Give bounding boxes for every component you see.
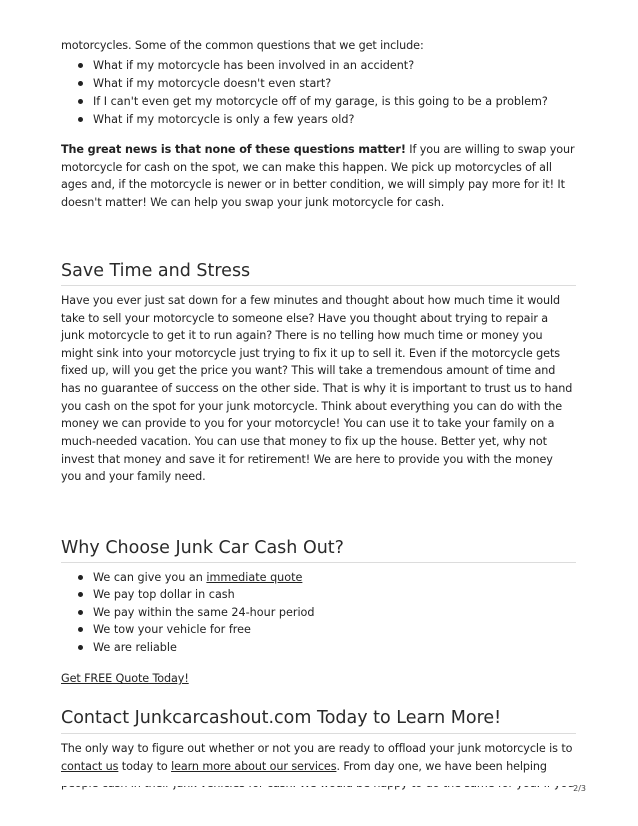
bold-statement: The great news is that none of these questions matter! [61,143,406,156]
paragraph-line: you and your family need. [61,470,206,483]
bullet-icon [78,63,83,68]
paragraph-line: might sink into your motorcycle just trying to fix it up to sell it. Even if the motorcycle gets [61,347,560,360]
list-item-text: We tow your vehicle for free [93,623,251,636]
list-item-text: We pay within the same 24-hour period [93,606,315,619]
paragraph-text: . From day one, we have been helping [336,760,547,773]
list-item-text: We pay top dollar in cash [93,588,235,601]
paragraph-line: The only way to figure out whether or not you are ready to offload your junk motorcycle is to [61,742,573,755]
bullet-icon [78,81,83,86]
bullet-icon [78,99,83,104]
paragraph-line: money we can provide to you for your motorcycle! You can use it to take your family on a [61,417,555,430]
paragraph-line: you cash on the spot for your junk motorcycle. Think about everything you can do with the [61,400,563,413]
heading-divider [61,733,576,734]
paragraph-line: junk motorcycle to get it to run again? There is no telling how much time or money you [61,329,543,342]
paragraph-text: today to [118,760,172,773]
paragraph-line: Have you ever just sat down for a few minutes and thought about how much time it would [61,294,561,307]
list-item-text: What if my motorcycle is only a few years old? [93,113,355,126]
top-crop [0,0,638,41]
list-item-text: If I can't even get my motorcycle off of my garage, is this going to be a problem? [93,95,548,108]
list-item-text [93,570,302,585]
bullet-icon [78,117,83,122]
paragraph-line: fixed up, will you get the price you want? This will take a tremendous amount of time and [61,364,556,377]
bullet-icon [78,592,83,597]
list-item-text: What if my motorcycle has been involved in an accident? [93,59,415,72]
paragraph-line: has no guarantee of success on the other side. That is why it is important to trust us to hand [61,382,573,395]
contact-us-link[interactable]: contact us [61,760,119,773]
heading-divider [61,285,576,286]
paragraph-line: take to sell your motorcycle to someone else? Have you thought about trying to repair a [61,312,549,325]
learn-more-services-link[interactable]: learn more about our services [171,760,337,773]
paragraph-line: ages and, if the motorcycle is newer or in better condition, we will simply pay more for it! It [61,178,565,191]
paragraph-line: much-needed vacation. You can use that money to fix up the house. Better yet, why not [61,435,547,448]
intro-line: motorcycles. Some of the common questions that we get include: [61,39,424,52]
paragraph-line: invest that money and save it for retirement! We are here to provide you with the money [61,453,553,466]
paragraph-line [61,759,547,774]
paragraph-line: doesn't matter! We can help you swap your junk motorcycle for cash. [61,196,445,209]
heading-divider [61,562,576,563]
paragraph-line: motorcycle for cash on the spot, we can make this happen. We pick up motorcycles of all [61,161,552,174]
bottom-crop [0,778,638,786]
bullet-icon [78,645,83,650]
bullet-icon [78,627,83,632]
get-free-quote-link[interactable]: Get FREE Quote Today! [61,672,189,685]
paragraph-text: If you are willing to swap your [405,143,575,156]
list-item-prefix: We can give you an [93,571,207,584]
bullet-icon [78,575,83,580]
cta-line [61,671,189,686]
section-heading-contact: Contact Junkcarcashout.com Today to Learn More! [61,708,502,728]
paragraph-line [61,142,575,157]
list-item-text: What if my motorcycle doesn't even start? [93,77,332,90]
bullet-icon [78,610,83,615]
page-number: 2/3 [573,784,586,793]
immediate-quote-link[interactable]: immediate quote [206,571,303,584]
list-item-text: We are reliable [93,641,177,654]
section-heading-why-choose: Why Choose Junk Car Cash Out? [61,538,344,558]
section-heading-save-time: Save Time and Stress [61,261,251,281]
